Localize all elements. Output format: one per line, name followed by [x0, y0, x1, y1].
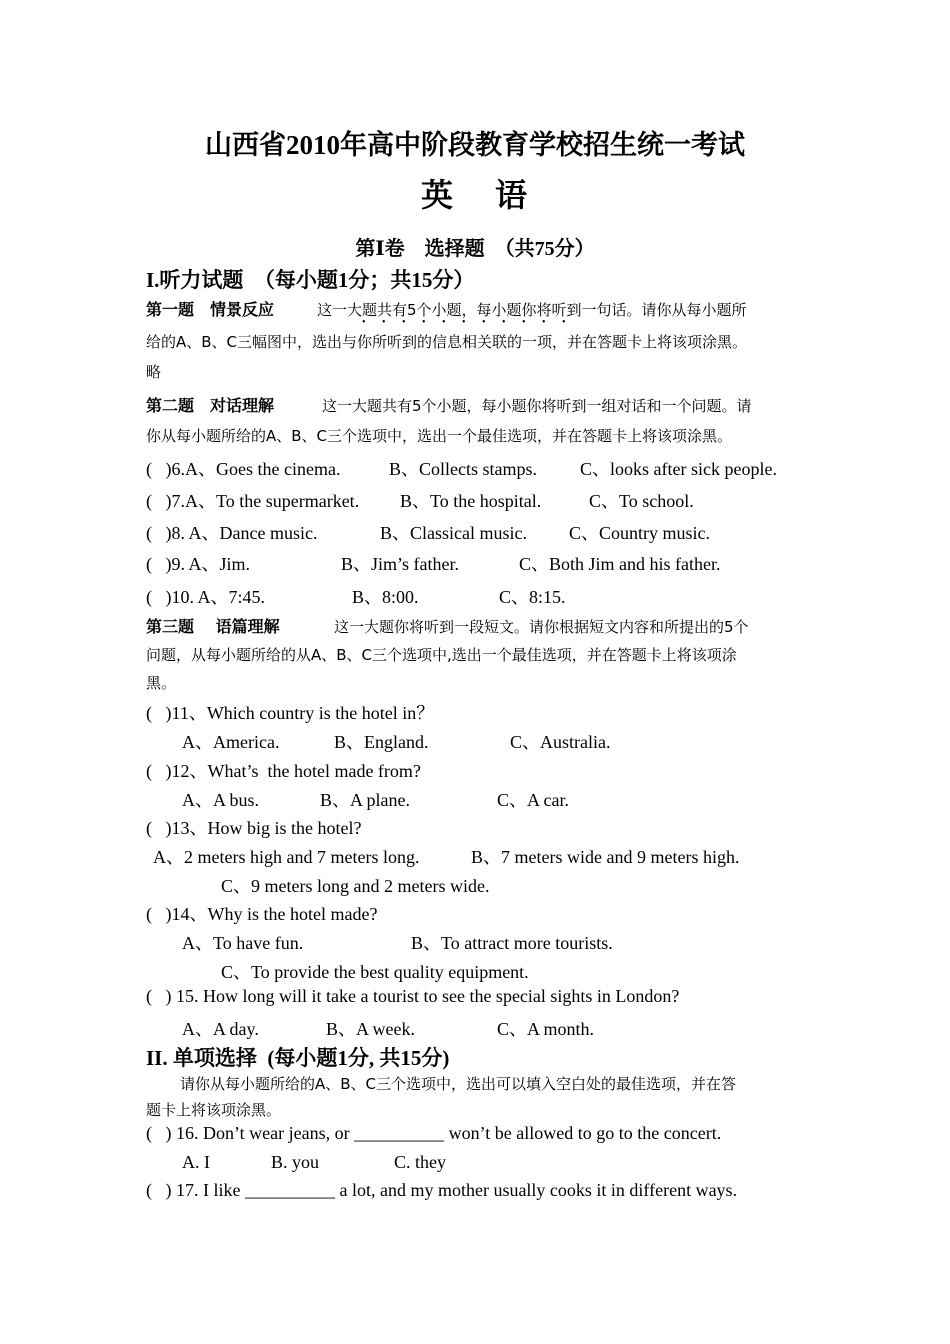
question-10-option-b: B、8:00.: [352, 587, 419, 607]
question-11-option-a: A、America.: [182, 732, 280, 752]
question-14-option-c: C、To provide the best quality equipment.: [221, 962, 529, 982]
question-16-option-a: A. I: [182, 1152, 210, 1172]
question-7-option-c: C、To school.: [589, 491, 694, 511]
question-14-option-a: A、To have fun.: [182, 933, 304, 953]
q1-instructions-line1: 这一大题共有5个小题，每小题你将听到一句话。请你从每小题所: [317, 301, 747, 319]
subject-title: 英 语: [420, 177, 529, 213]
question-9-option-c: C、Both Jim and his father.: [519, 554, 721, 574]
section2-heading: II. 单项选择 (每小题1分, 共15分): [146, 1046, 450, 1070]
question-12: ( )12、What’s the hotel made from?: [146, 761, 421, 781]
q3-instructions-line3: 黑。: [146, 674, 177, 692]
q2-instructions-line1: 这一大题共有5个小题，每小题你将听到一组对话和一个问题。请: [322, 397, 752, 415]
q1-title: 第一题 情景反应: [146, 300, 275, 319]
emphasis-dots: • • • • • • • • • • •: [362, 317, 573, 328]
question-8: ( )8. A、Dance music.: [146, 523, 318, 543]
question-8-option-c: C、Country music.: [569, 523, 711, 543]
q3-instructions-line1: 这一大题你将听到一段短文。请你根据短文内容和所提出的5个: [334, 618, 749, 636]
question-15-option-b: B、A week.: [326, 1019, 415, 1039]
question-10: ( )10. A、7:45.: [146, 587, 265, 607]
question-9-option-b: B、Jim’s father.: [341, 554, 459, 574]
question-13: ( )13、How big is the hotel?: [146, 818, 362, 838]
question-16-option-b: B. you: [271, 1152, 320, 1172]
question-11: ( )11、Which country is the hotel in？: [146, 703, 435, 723]
question-16-option-c: C. they: [394, 1152, 446, 1172]
question-13-option-c: C、9 meters long and 2 meters wide.: [221, 876, 490, 896]
q1-omitted: 略: [146, 363, 162, 381]
q1-instructions-line2: 给的A、B、C三幅图中，选出与你所听到的信息相关联的一项，并在答题卡上将该项涂黑。: [146, 333, 748, 351]
question-12-option-b: B、A plane.: [320, 790, 410, 810]
q2-title: 第二题 对话理解: [146, 396, 275, 415]
question-7: ( )7.A、To the supermarket.: [146, 491, 360, 511]
question-14-option-b: B、To attract more tourists.: [411, 933, 613, 953]
question-9: ( )9. A、Jim.: [146, 554, 251, 574]
question-10-option-c: C、8:15.: [499, 587, 566, 607]
section2-instructions-line1: 请你从每小题所给的A、B、C三个选项中，选出可以填入空白处的最佳选项，并在答: [180, 1075, 737, 1093]
question-8-option-b: B、Classical music.: [380, 523, 527, 543]
question-6: ( )6.A、Goes the cinema.: [146, 459, 341, 479]
question-15-option-c: C、A month.: [497, 1019, 595, 1039]
question-13-option-b: B、7 meters wide and 9 meters high.: [471, 847, 740, 867]
question-6-option-b: B、Collects stamps.: [389, 459, 537, 479]
section2-instructions-line2: 题卡上将该项涂黑。: [146, 1101, 282, 1119]
question-12-option-c: C、A car.: [497, 790, 569, 810]
question-7-option-b: B、To the hospital.: [400, 491, 542, 511]
question-15: ( ) 15. How long will it take a tourist to see the special sights in London?: [146, 986, 680, 1006]
q3-instructions-line2: 问题，从每小题所给的从A、B、C三个选项中,选出一个最佳选项，并在答题卡上将该项涂: [146, 646, 737, 664]
question-14: ( )14、Why is the hotel made?: [146, 904, 378, 924]
question-6-option-c: C、looks after sick people.: [580, 459, 777, 479]
exam-title: 山西省2010年高中阶段教育学校招生统一考试: [205, 130, 745, 160]
q3-title: 第三题 语篇理解: [146, 617, 280, 636]
question-11-option-c: C、Australia.: [510, 732, 611, 752]
question-17: ( ) 17. I like __________ a lot, and my mother usually cooks it in different ways.: [146, 1180, 738, 1200]
section1-heading: I.听力试题 （每小题1分；共15分）: [146, 268, 475, 292]
question-13-option-a: A、2 meters high and 7 meters long.: [153, 847, 420, 867]
q2-instructions-line2: 你从每小题所给的A、B、C三个选项中，选出一个最佳选项，并在答题卡上将该项涂黑。: [146, 427, 733, 445]
question-11-option-b: B、England.: [334, 732, 429, 752]
question-15-option-a: A、A day.: [182, 1019, 259, 1039]
part-title: 第Ⅰ卷 选择题 （共75分）: [355, 238, 595, 260]
question-12-option-a: A、A bus.: [182, 790, 260, 810]
question-16: ( ) 16. Don’t wear jeans, or __________ won’t be allowed to go to the concert.: [146, 1123, 722, 1143]
